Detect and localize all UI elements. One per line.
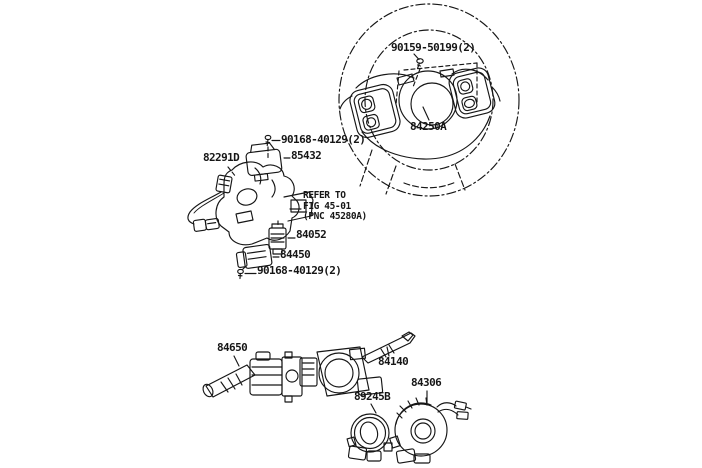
wheel-switch-pod-left (348, 82, 402, 139)
part-label-84650: 84650 (217, 341, 248, 354)
part-82291D-drawing (188, 167, 236, 232)
reference-note-line3: (PNC 45280A) (303, 211, 367, 222)
reference-note-line2: FIG 45-01 (303, 200, 351, 212)
leader-84250A (423, 107, 429, 120)
part-label-84306: 84306 (411, 376, 442, 389)
part-label-90168-40129-lower: 90168-40129(2) (257, 264, 342, 277)
part-84306-drawing (390, 391, 471, 463)
part-89245B-drawing (347, 404, 392, 461)
reference-note-line1: REFER TO (303, 190, 346, 201)
steering-wheel-drawing (339, 4, 519, 196)
reference-note (303, 191, 367, 223)
part-label-84140: 84140 (378, 355, 409, 368)
part-label-90168-40129-upper: 90168-40129(2) (281, 133, 366, 146)
screw-icon-wheel (417, 59, 423, 69)
part-label-85432: 85432 (291, 149, 322, 162)
screw-icon-lower (238, 269, 244, 278)
part-label-84052: 84052 (296, 228, 327, 241)
part-label-90159-50199: 90159-50199(2) (391, 41, 476, 54)
part-84650-drawing (201, 352, 302, 402)
part-label-84250A: 84250A (410, 120, 447, 133)
part-label-84450: 84450 (280, 248, 311, 261)
part-label-89245B: 89245B (354, 390, 391, 403)
leader-wheel-screw (414, 54, 419, 60)
part-label-82291D: 82291D (203, 151, 240, 164)
